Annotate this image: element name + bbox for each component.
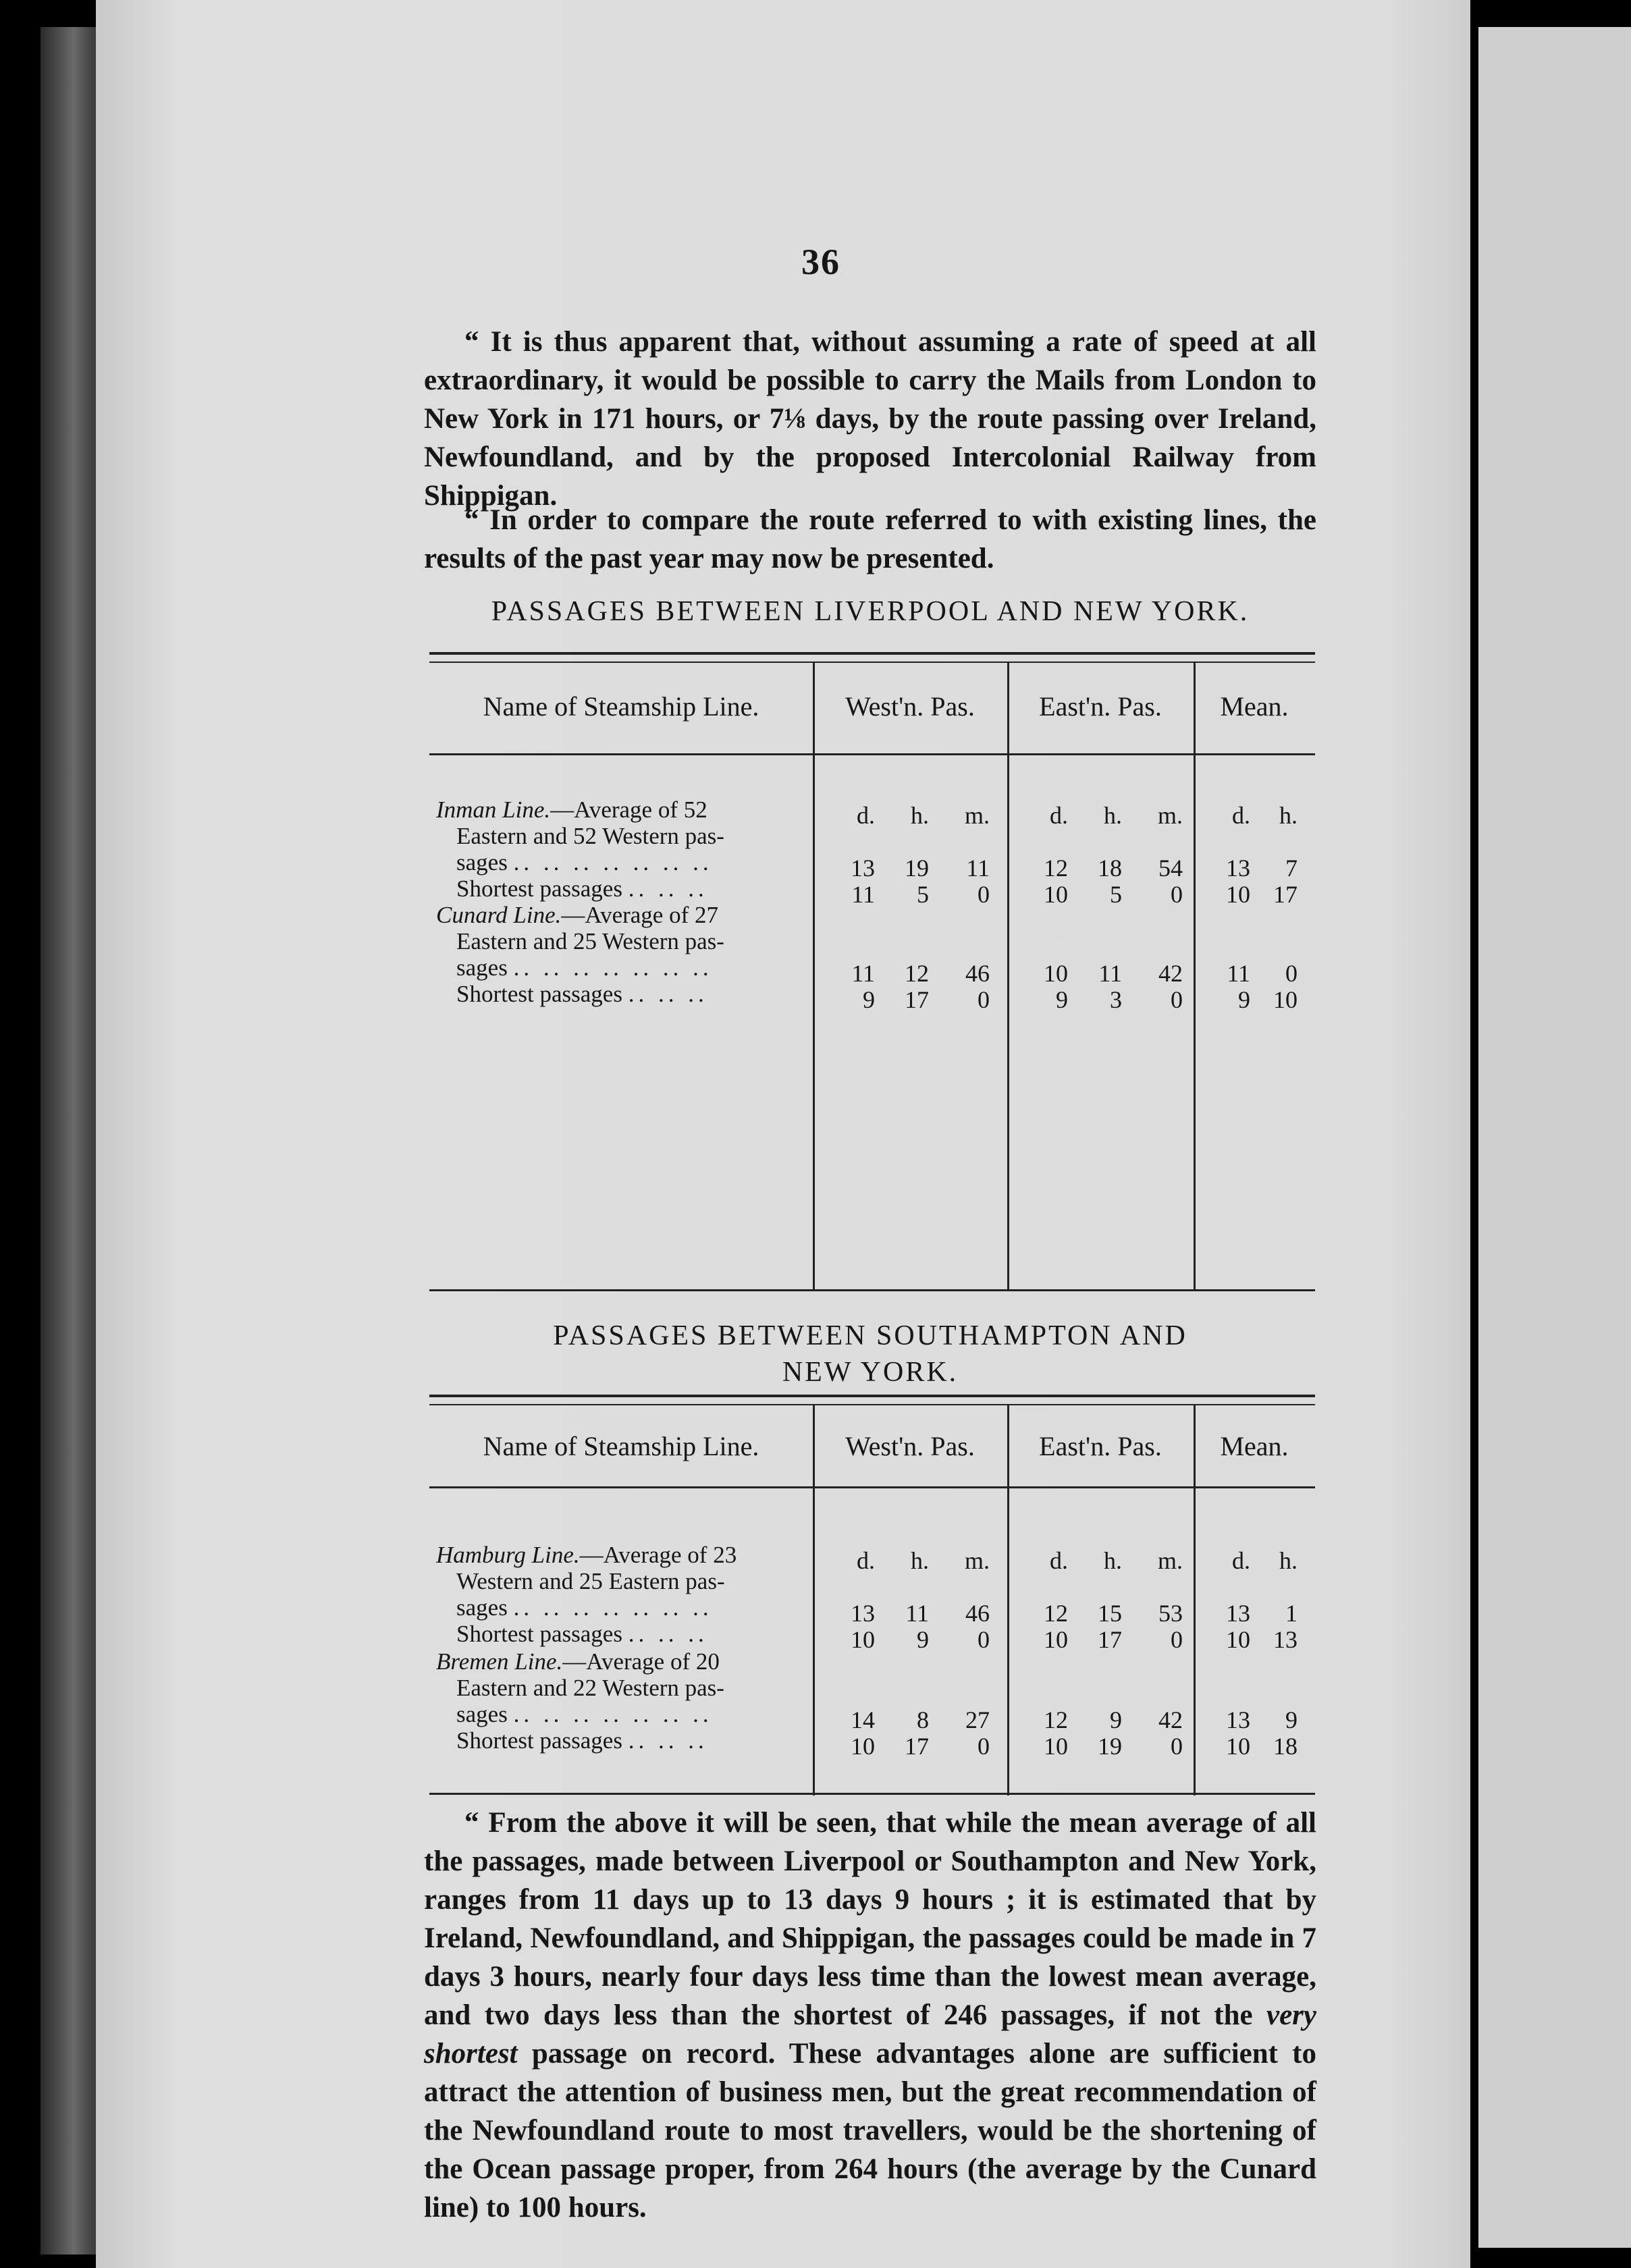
line-description-end: sages — [456, 849, 508, 875]
unit-days: d. — [1050, 802, 1068, 829]
paragraph-conclusion — [424, 1804, 1316, 2227]
shortest-label — [436, 875, 814, 902]
unit-hours: h. — [1279, 1547, 1298, 1574]
table-cell: 11 — [851, 881, 875, 908]
conclusion-text-b: passage on record. These advantages alone are sufficient to attract the attention of business men, but the great recommendation of the Newfoundland route to most travellers, would be the shortening of the Ocean passage proper, from 264 hours (the average by the Cunard line) to 100 hours. — [424, 2038, 1316, 2223]
unit-hours: h. — [1279, 802, 1298, 829]
row-label-bremen — [436, 1648, 814, 1754]
table-cell: 18 — [1273, 1733, 1298, 1760]
table-cell: 42 — [1158, 960, 1183, 987]
header-rule — [429, 1486, 1315, 1488]
column-header-eastern: East'n. Pas. — [1039, 1431, 1162, 1461]
line-description: Western and 25 Eastern pas- — [456, 1568, 725, 1594]
column-header-western: West'n. Pas. — [845, 691, 975, 722]
column-header-name: Name of Steamship Line. — [483, 1431, 759, 1461]
table-cell: 10 — [1044, 960, 1068, 987]
page-number: 36 — [801, 242, 840, 282]
table-cell: 17 — [905, 1733, 929, 1760]
unit-minutes: m. — [964, 1547, 990, 1574]
unit-days: d. — [857, 802, 875, 829]
leader-dots: .. .. .. — [628, 1621, 708, 1647]
table-cell: 13 — [1273, 1626, 1298, 1653]
line-name-hamburg: Hamburg Line. — [436, 1542, 580, 1568]
shortest-label — [436, 981, 814, 1007]
unit-hours: h. — [1104, 1547, 1122, 1574]
line-description — [436, 954, 814, 981]
line-description: —Average of 27 — [561, 902, 718, 928]
table-cell: 12 — [1044, 855, 1068, 882]
table-cell: 11 — [966, 855, 990, 882]
table-cell: 13 — [851, 855, 875, 882]
table-cell: 9 — [863, 986, 875, 1013]
row-label-hamburg — [436, 1542, 814, 1647]
unit-days: d. — [857, 1547, 875, 1574]
shortest-passages-label: Shortest passages — [456, 1727, 622, 1754]
table-cell: 46 — [965, 1600, 990, 1627]
line-description — [436, 849, 814, 875]
leader-dots: .. .. .. — [628, 875, 708, 902]
table-bottom-rule — [429, 1793, 1315, 1795]
shortest-passages-label: Shortest passages — [456, 981, 622, 1007]
table-cell: 1 — [1285, 1600, 1298, 1627]
table-cell: 0 — [1171, 1733, 1183, 1760]
line-name-inman: Inman Line. — [436, 796, 551, 823]
table-cell: 13 — [851, 1600, 875, 1627]
conclusion-text-a: “ From the above it will be seen, that while the mean average of all the passages, made between Liverpool or Southampton and New York, ranges from 11 days up to 13 days 9 hours ; it is estimated that by Ireland, Newfoundland, and Shippigan, the passages could be made in 7 days 3 hours, nearly four days less time than the lowest mean average, and two days less than the shortest of 246 passages, if not the — [424, 1807, 1316, 2031]
adjacent-page-edge — [1478, 27, 1631, 2248]
table-cell: 0 — [1171, 881, 1183, 908]
shortest-label — [436, 1727, 814, 1754]
table-cell: 9 — [917, 1626, 929, 1653]
table-cell: 10 — [1273, 986, 1298, 1013]
line-description: —Average of 52 — [550, 796, 707, 823]
unit-days: d. — [1232, 802, 1250, 829]
table1-heading: PASSAGES BETWEEN LIVERPOOL AND NEW YORK. — [491, 596, 1250, 627]
table2-heading — [424, 1318, 1316, 1390]
table-cell: 11 — [905, 1600, 929, 1627]
leader-dots: .. .. .. .. .. .. .. — [513, 1594, 713, 1621]
shortest-label — [436, 1621, 814, 1647]
table-cell: 0 — [978, 1626, 990, 1653]
table-cell: 10 — [851, 1733, 875, 1760]
line-description-end: sages — [456, 1594, 508, 1621]
table-cell: 9 — [1056, 986, 1068, 1013]
leader-dots: .. .. .. — [628, 981, 708, 1007]
unit-hours: h. — [911, 1547, 929, 1574]
line-description: —Average of 23 — [579, 1542, 737, 1568]
table-cell: 11 — [1098, 960, 1122, 987]
column-header-mean: Mean. — [1220, 1431, 1289, 1461]
table-top-rule — [429, 652, 1315, 663]
table-cell: 10 — [1044, 1626, 1068, 1653]
table-cell: 42 — [1158, 1706, 1183, 1733]
table-cell: 14 — [851, 1706, 875, 1733]
line-description — [436, 1594, 814, 1621]
table-cell: 15 — [1098, 1600, 1122, 1627]
table-liverpool-new-york — [429, 652, 1315, 1295]
table-cell: 10 — [1226, 1733, 1250, 1760]
table-cell: 12 — [905, 960, 929, 987]
table-bottom-rule — [429, 1289, 1315, 1291]
table-cell: 17 — [905, 986, 929, 1013]
shortest-passages-label: Shortest passages — [456, 875, 622, 902]
column-header-mean: Mean. — [1220, 691, 1289, 722]
line-description-end: sages — [456, 954, 508, 981]
table-cell: 9 — [1285, 1706, 1298, 1733]
table-cell: 18 — [1098, 855, 1122, 882]
table-cell: 5 — [1110, 881, 1122, 908]
table-cell: 12 — [1044, 1600, 1068, 1627]
column-divider — [1194, 662, 1196, 1289]
line-description-end: sages — [456, 1701, 508, 1727]
unit-hours: h. — [911, 802, 929, 829]
unit-minutes: m. — [1157, 802, 1183, 829]
unit-minutes: m. — [964, 802, 990, 829]
unit-days: d. — [1050, 1547, 1068, 1574]
table-cell: 5 — [917, 881, 929, 908]
table-cell: 0 — [1171, 1626, 1183, 1653]
table-cell: 27 — [965, 1706, 990, 1733]
unit-minutes: m. — [1157, 1547, 1183, 1574]
column-header-western: West'n. Pas. — [845, 1431, 975, 1461]
table-cell: 12 — [1044, 1706, 1068, 1733]
row-label-inman — [436, 796, 814, 902]
table-cell: 9 — [1238, 986, 1250, 1013]
unit-hours: h. — [1104, 802, 1122, 829]
header-rule — [429, 753, 1315, 755]
table-cell: 0 — [978, 1733, 990, 1760]
paragraph-mail-route: “ It is thus apparent that, without assuming a rate of speed at all extraordinary, it would be possible to carry the Mails from London to New York in 171 hours, or 7⅛ days, by the route passing over Ireland, Newfoundland, and by the proposed Intercolonial Railway from Shippigan. — [424, 326, 1316, 512]
book-binding-edge — [41, 27, 96, 2254]
table2-heading-line1: PASSAGES BETWEEN SOUTHAMPTON AND — [553, 1320, 1187, 1351]
table-cell: 3 — [1110, 986, 1122, 1013]
table-cell: 10 — [851, 1626, 875, 1653]
line-description — [436, 1701, 814, 1727]
paragraph-compare-routes: “ In order to compare the route referred to with existing lines, the results of the past year may now be presented. — [424, 504, 1316, 574]
table-cell: 46 — [965, 960, 990, 987]
very-shortest-emphasis: very shortest — [424, 1999, 1317, 2070]
table-cell: 13 — [1226, 855, 1250, 882]
table-cell: 10 — [1044, 1733, 1068, 1760]
table-cell: 53 — [1158, 1600, 1183, 1627]
table2-heading-line2: NEW YORK. — [782, 1357, 959, 1388]
line-name-bremen: Bremen Line. — [436, 1648, 563, 1675]
table-cell: 0 — [1171, 986, 1183, 1013]
leader-dots: .. .. .. — [628, 1727, 708, 1754]
table-cell: 13 — [1226, 1706, 1250, 1733]
row-label-cunard — [436, 902, 814, 1007]
table-cell: 17 — [1098, 1626, 1122, 1653]
table-cell: 19 — [1098, 1733, 1122, 1760]
line-description: Eastern and 52 Western pas- — [456, 823, 724, 849]
line-description: Eastern and 22 Western pas- — [456, 1675, 724, 1701]
table-cell: 8 — [917, 1706, 929, 1733]
table-cell: 10 — [1044, 881, 1068, 908]
table-cell: 10 — [1226, 1626, 1250, 1653]
column-divider — [1007, 662, 1009, 1289]
leader-dots: .. .. .. .. .. .. .. — [513, 849, 713, 875]
line-name-cunard: Cunard Line. — [436, 902, 562, 928]
table-cell: 17 — [1273, 881, 1298, 908]
table-cell: 0 — [978, 986, 990, 1013]
shortest-passages-label: Shortest passages — [456, 1621, 622, 1647]
table-southampton-new-york — [429, 1395, 1315, 1796]
line-description: —Average of 20 — [562, 1648, 720, 1675]
table-cell: 19 — [905, 855, 929, 882]
table-cell: 54 — [1158, 855, 1183, 882]
leader-dots: .. .. .. .. .. .. .. — [513, 954, 713, 981]
unit-days: d. — [1232, 1547, 1250, 1574]
table-cell: 0 — [1285, 960, 1298, 987]
line-description: Eastern and 25 Western pas- — [456, 928, 724, 954]
table-cell: 10 — [1226, 881, 1250, 908]
table-cell: 11 — [1227, 960, 1250, 987]
table-cell: 9 — [1110, 1706, 1122, 1733]
table-cell: 0 — [978, 881, 990, 908]
table-cell: 11 — [851, 960, 875, 987]
column-header-eastern: East'n. Pas. — [1039, 691, 1162, 722]
column-header-name: Name of Steamship Line. — [483, 691, 759, 722]
leader-dots: .. .. .. .. .. .. .. — [513, 1701, 713, 1727]
table-top-rule — [429, 1395, 1315, 1405]
table-cell: 7 — [1285, 855, 1298, 882]
table-cell: 13 — [1226, 1600, 1250, 1627]
